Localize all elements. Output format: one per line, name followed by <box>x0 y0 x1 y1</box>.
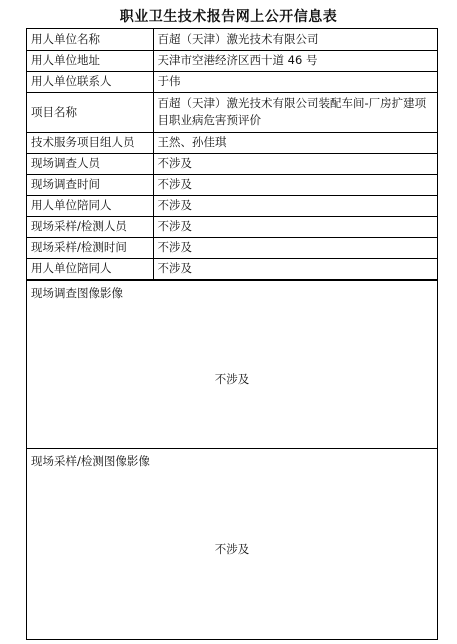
row-value-sampling-time: 不涉及 <box>153 237 437 258</box>
row-label-project-name: 项目名称 <box>27 92 153 132</box>
table-row <box>27 237 437 258</box>
row-value-survey-staff: 不涉及 <box>153 153 437 174</box>
table-row <box>27 29 437 50</box>
row-label-employer-address: 用人单位地址 <box>27 50 153 71</box>
sampling-image-label: 现场采样/检测图像影像 <box>31 453 150 468</box>
row-value-employer-address: 天津市空港经济区西十道 46 号 <box>153 50 437 71</box>
table-row <box>27 258 437 279</box>
row-value-sampling-escort: 不涉及 <box>153 258 437 279</box>
row-value-project-team: 王然、孙佳琪 <box>153 132 437 153</box>
row-label-survey-time: 现场调查时间 <box>27 174 153 195</box>
table-row <box>27 50 437 71</box>
row-value-sampling-staff: 不涉及 <box>153 216 437 237</box>
row-label-survey-escort: 用人单位陪同人 <box>27 195 153 216</box>
row-label-sampling-staff: 现场采样/检测人员 <box>27 216 153 237</box>
survey-image-value: 不涉及 <box>214 371 250 386</box>
row-value-employer-contact: 于伟 <box>153 71 437 92</box>
table-row <box>27 153 437 174</box>
table-row <box>27 195 437 216</box>
row-label-employer-contact: 用人单位联系人 <box>27 71 153 92</box>
table-row <box>27 174 437 195</box>
table-row <box>27 71 437 92</box>
row-label-employer-name: 用人单位名称 <box>27 29 153 50</box>
sampling-image-section <box>27 448 437 615</box>
row-value-survey-time: 不涉及 <box>153 174 437 195</box>
info-table <box>27 29 437 280</box>
table-row <box>27 92 437 132</box>
survey-image-label: 现场调查图像影像 <box>31 285 123 300</box>
document-title: 职业卫生技术报告网上公开信息表 <box>119 9 338 25</box>
survey-image-section <box>27 280 437 448</box>
row-label-project-team: 技术服务项目组人员 <box>27 132 153 153</box>
row-label-survey-staff: 现场调查人员 <box>27 153 153 174</box>
row-value-employer-name: 百超（天津）激光技术有限公司 <box>153 29 437 50</box>
row-label-sampling-escort: 用人单位陪同人 <box>27 258 153 279</box>
row-label-sampling-time: 现场采样/检测时间 <box>27 237 153 258</box>
info-sheet <box>26 28 438 640</box>
sampling-image-value: 不涉及 <box>214 541 250 556</box>
row-value-project-name: 百超（天津）激光技术有限公司装配车间-厂房扩建项目职业病危害预评价 <box>153 92 437 132</box>
row-value-survey-escort: 不涉及 <box>153 195 437 216</box>
table-row <box>27 216 437 237</box>
table-row <box>27 132 437 153</box>
